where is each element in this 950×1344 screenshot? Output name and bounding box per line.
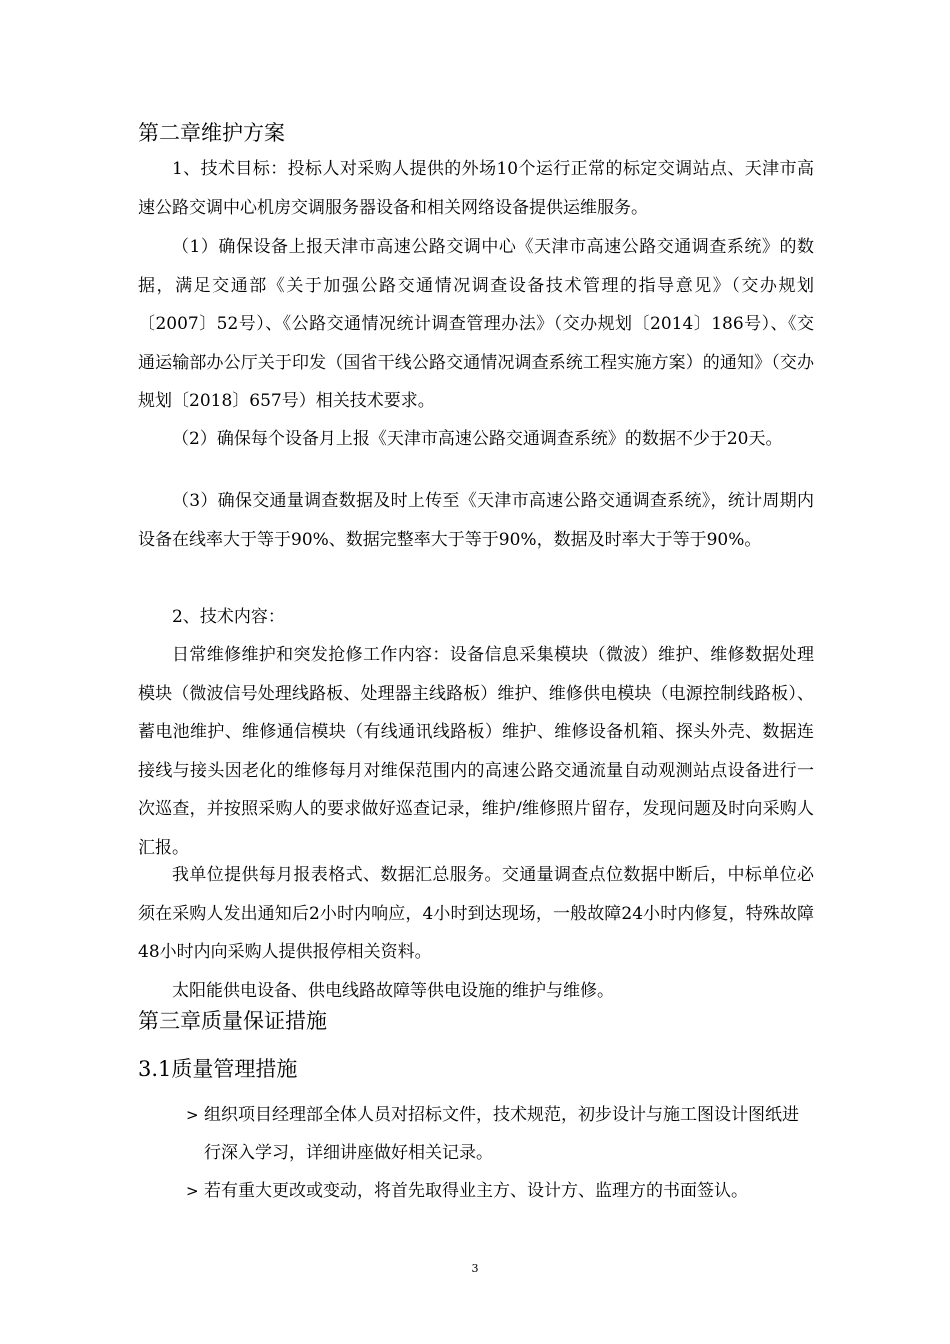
bullet-text: 组织项目经理部全体人员对招标文件，技术规范，初步设计与施工图设计图纸进行深入学习，详细讲座做好相关记录。 [204,1105,799,1163]
chapter-2-heading: 第二章维护方案 [138,121,285,145]
paragraph-goal-2: （2）确保每个设备月上报《天津市高速公路交通调查系统》的数据不少于20天。 [172,429,783,449]
paragraph-goal-3: （3）确保交通量调查数据及时上传至《天津市高速公路交通调查系统》，统计周期内设备在线率大于等于90%、数据完整率大于等于90%，数据及时率大于等于90%。 [138,491,814,550]
page-number: 3 [471,1262,479,1275]
bullet-arrow-icon: > [186,1106,199,1124]
paragraph-goal-1: （1）确保设备上报天津市高速公路交调中心《天津市高速公路交通调查系统》的数据，满足交通部《关于加强公路交通情况调查设备技术管理的指导意见》（交办规划〔2007〕52号）、《公路交通情况统计调查管理办法》（交办规划〔2014〕186号）、《交通运输部办公厅关于印发（国省干线公路交通情况调查系统工程实施方案）的通知》（交办规划〔2018〕657号）相关技术要求。 [138,237,814,411]
bullet-text: 若有重大更改或变动，将首先取得业主方、设计方、监理方的书面签认。 [204,1181,748,1201]
bullet-arrow-icon: > [186,1182,199,1200]
chapter-3-heading: 第三章质量保证措施 [138,1009,327,1033]
bullet-item [186,1096,814,1172]
paragraph-tech-content: 2、技术内容： [172,607,285,627]
paragraph-solar-power: 太阳能供电设备、供电线路故障等供电设施的维护与维修。 [172,981,614,1001]
paragraph-service-response: 我单位提供每月报表格式、数据汇总服务。交通量调查点位数据中断后，中标单位必须在采购人发出通知后2小时内响应，4小时到达现场，一般故障24小时内修复，特殊故障48小时内向采购人提供报停相关资料。 [138,865,814,962]
bullet-item [186,1172,814,1210]
paragraph-tech-goal: 1、技术目标：投标人对采购人提供的外场10个运行正常的标定交调站点、天津市高速公路交调中心机房交调服务器设备和相关网络设备提供运维服务。 [138,159,814,218]
section-3-1-heading: 3.1质量管理措施 [138,1057,298,1081]
paragraph-maintenance-work: 日常维修维护和突发抢修工作内容：设备信息采集模块（微波）维护、维修数据处理模块（微波信号处理线路板、处理器主线路板）维护、维修供电模块（电源控制线路板）、蓄电池维护、维修通信模块（有线通讯线路板）维护、维修设备机箱、探头外壳、数据连接线与接头因老化的维修每月对维保范围内的高速公路交通流量自动观测站点设备进行一次巡查，并按照采购人的要求做好巡查记录，维护/维修照片留存，发现问题及时向采购人汇报。 [138,645,814,858]
